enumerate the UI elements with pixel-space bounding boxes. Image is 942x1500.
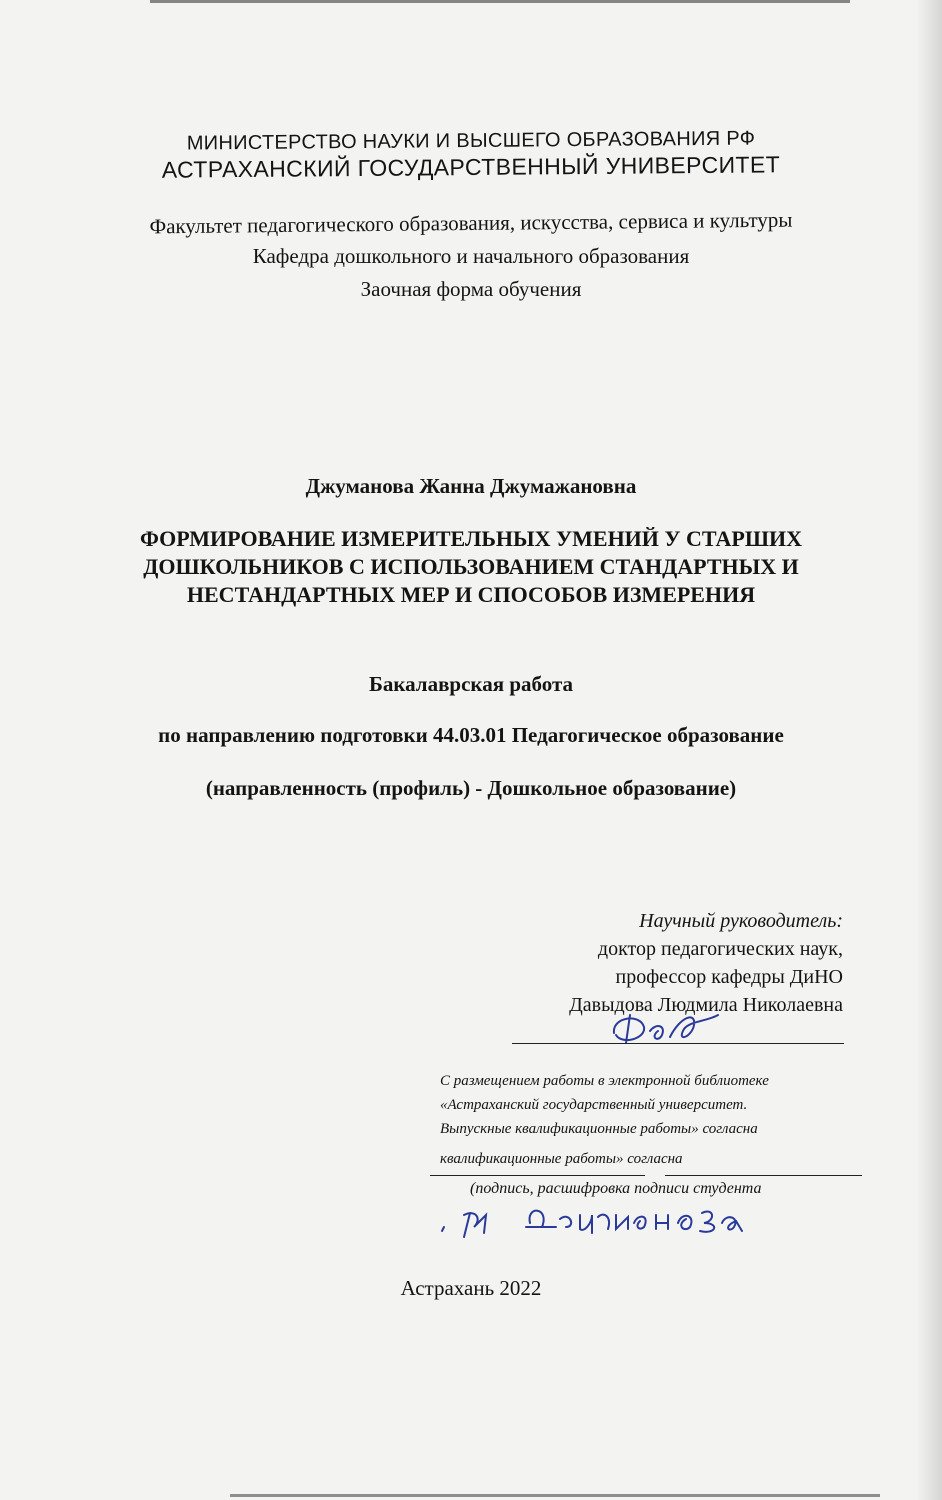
thesis-title <box>0 525 942 609</box>
university-heading: АСТРАХАНСКИЙ ГОСУДАРСТВЕННЫЙ УНИВЕРСИТЕТ <box>161 151 781 183</box>
thesis-title-line-3: НЕСТАНДАРТНЫХ МЕР И СПОСОБОВ ИЗМЕРЕНИЯ <box>186 582 756 607</box>
student-signature-line-right <box>665 1175 862 1176</box>
city-year: Астрахань 2022 <box>400 1276 542 1300</box>
ministry-heading: МИНИСТЕРСТВО НАУКИ И ВЫСШЕГО ОБРАЗОВАНИЯ РФ <box>186 127 756 155</box>
thesis-title-line-2: ДОШКОЛЬНИКОВ С ИСПОЛЬЗОВАНИЕМ СТАНДАРТНЫХ И <box>143 554 799 579</box>
department-name: Кафедра дошкольного и начального образования <box>252 244 690 268</box>
author-name: Джуманова Жанна Джумажановна <box>305 474 637 498</box>
thesis-title-line-1: ФОРМИРОВАНИЕ ИЗМЕРИТЕЛЬНЫХ УМЕНИЙ У СТАРШИХ <box>140 526 802 551</box>
supervisor-signature <box>600 1003 740 1053</box>
consent-line-1: С размещением работы в электронной библиотеке <box>440 1073 769 1089</box>
student-signature-line-left <box>430 1175 645 1176</box>
student-signature <box>430 1193 750 1243</box>
supervisor-position: профессор кафедры ДиНО <box>615 966 843 988</box>
supervisor-label: Научный руководитель: <box>639 910 843 932</box>
study-direction: по направлению подготовки 44.03.01 Педагогическое образование <box>158 723 784 747</box>
study-form: Заочная форма обучения <box>360 277 582 301</box>
consent-line-3: Выпускные квалификационные работы» согласна <box>440 1121 758 1137</box>
scan-bottom-edge <box>230 1494 880 1497</box>
scan-top-edge <box>150 0 850 3</box>
supervisor-signature-line <box>512 1043 844 1044</box>
study-profile: (направленность (профиль) - Дошкольное образование) <box>205 776 737 800</box>
supervisor-degree: доктор педагогических наук, <box>597 938 843 960</box>
work-type: Бакалаврская работа <box>368 672 574 696</box>
consent-line-4: квалификационные работы» согласна <box>440 1151 683 1167</box>
consent-line-2: «Астраханский государственный университет. <box>440 1097 748 1113</box>
signature-caption: (подпись, расшифровка подписи студента <box>470 1180 762 1197</box>
faculty-name: Факультет педагогического образования, искусства, сервиса и культуры <box>149 207 793 239</box>
supervisor-name: Давыдова Людмила Николаевна <box>569 994 843 1016</box>
